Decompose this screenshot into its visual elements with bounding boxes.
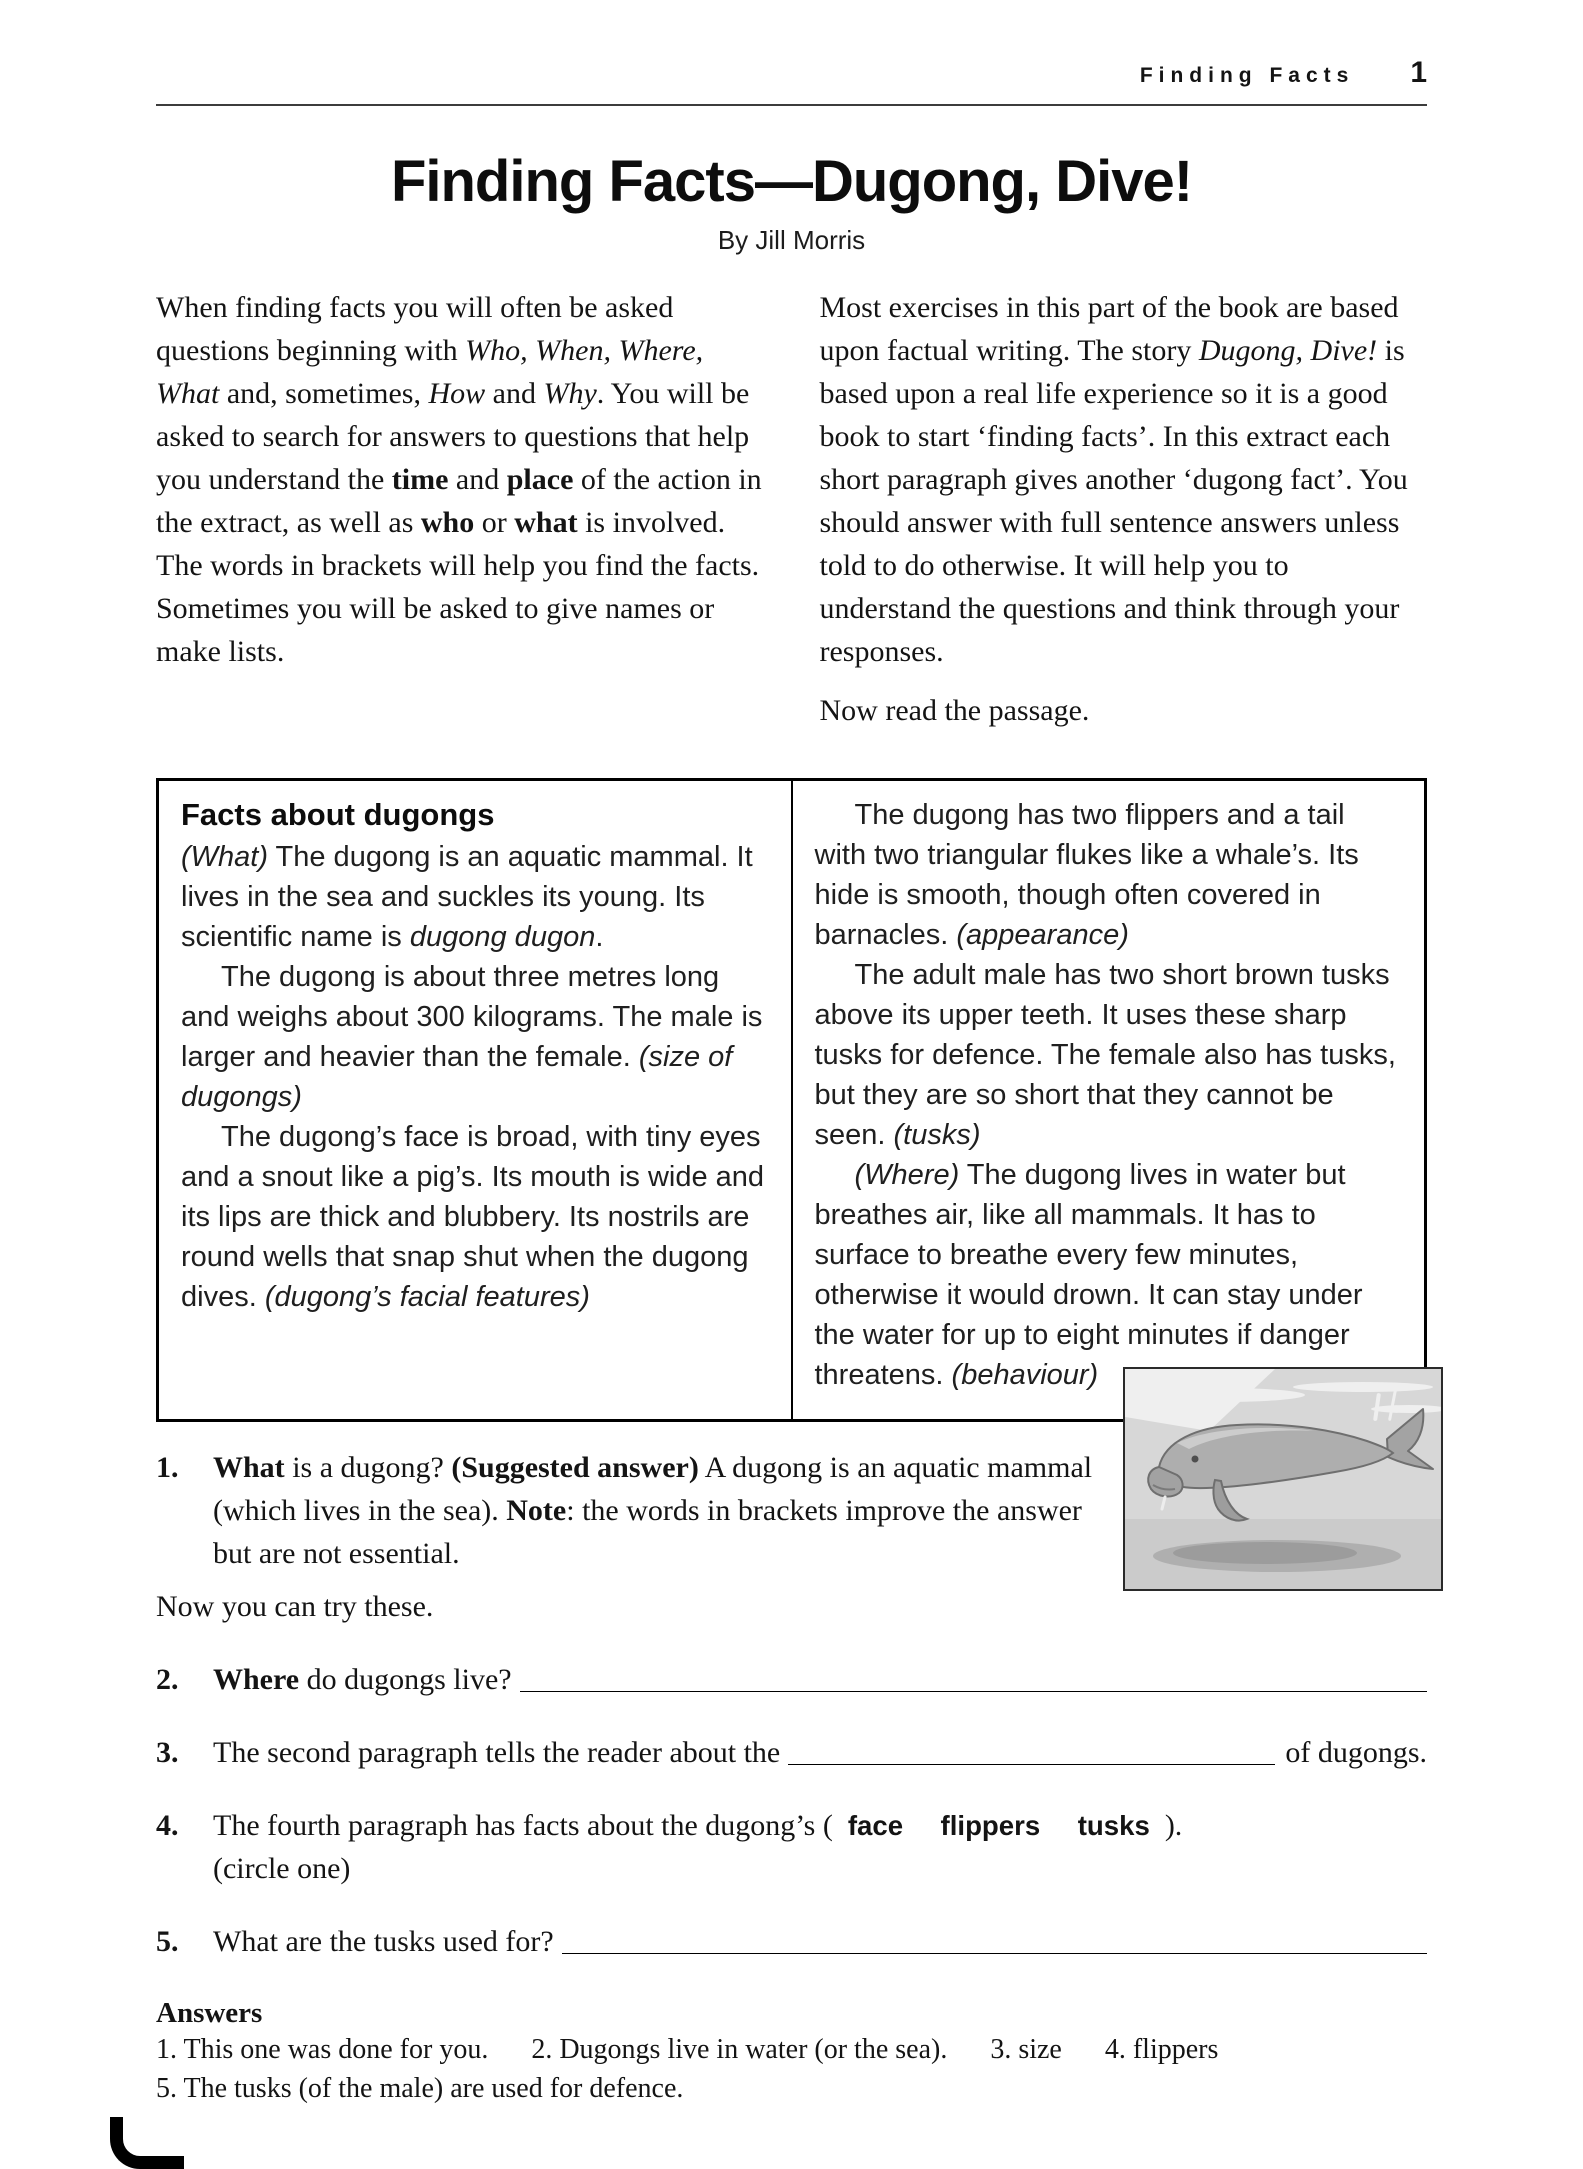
- answer-item: 5. The tusks (of the male) are used for defence.: [156, 2073, 684, 2104]
- page-corner-mark: [110, 2117, 184, 2169]
- page-header: [156, 56, 1427, 106]
- question-3-text-before: The second paragraph tells the reader about the: [213, 1736, 781, 1769]
- passage-box: [156, 778, 1427, 1422]
- question-1-number: 1.: [156, 1451, 179, 1484]
- read-passage-line: Now read the passage.: [819, 694, 1090, 727]
- question-2: [156, 1658, 1427, 1701]
- question-5-number: 5.: [156, 1925, 179, 1958]
- circle-one-note: (circle one): [213, 1852, 351, 1885]
- answers-line-1: [156, 2030, 1427, 2069]
- question-1-text: What is a dugong? (Suggested answer) A dugong is an aquatic mammal (which lives in the sea). Note: the words in brackets improve the answer but are not essential.: [213, 1451, 1093, 1570]
- intro-section: [156, 286, 1427, 732]
- passage-paragraph-what: (What) The dugong is an aquatic mammal. It lives in the sea and suckles its young. Its scientific name is dugong dugon.: [181, 841, 753, 953]
- answer-item: 2. Dugongs live in water (or the sea).: [531, 2034, 948, 2065]
- question-3-answer-blank[interactable]: [788, 1764, 1275, 1765]
- answers-section: [156, 1997, 1427, 2108]
- question-2-answer-blank[interactable]: [520, 1691, 1427, 1692]
- answer-item: 4. flippers: [1104, 2034, 1219, 2065]
- page-title: Finding Facts—Dugong, Dive!: [390, 149, 1193, 214]
- answers-heading: Answers: [156, 1997, 263, 2029]
- question-5-answer-blank[interactable]: [562, 1953, 1427, 1954]
- dugong-drawing: [1125, 1369, 1443, 1591]
- try-these-line: Now you can try these.: [156, 1590, 434, 1623]
- page-number: 1: [1410, 56, 1427, 89]
- question-2-number: 2.: [156, 1663, 179, 1696]
- intro-right-column: [820, 286, 1428, 732]
- answer-item: 1. This one was done for you.: [156, 2034, 489, 2065]
- question-3-number: 3.: [156, 1736, 179, 1769]
- running-title: Finding Facts: [1139, 64, 1355, 87]
- passage-heading: Facts about dugongs: [181, 797, 495, 832]
- question-5-text: What are the tusks used for?: [213, 1925, 554, 1958]
- question-3: [156, 1731, 1427, 1774]
- passage-right-column: [793, 781, 1425, 1419]
- passage-paragraph-size: The dugong is about three metres long and weighs about 300 kilograms. The male is larger and heavier than the female. (size of dugongs): [181, 961, 763, 1113]
- question-4: [156, 1804, 1427, 1890]
- question-2-text: Where do dugongs live?: [213, 1663, 512, 1696]
- passage-paragraph-face: The dugong’s face is broad, with tiny eyes and a snout like a pig’s. Its mouth is wide and its lips are thick and blubbery. Its nostrils are round wells that snap shut when the dugong dives. (dugong’s facial features): [181, 1121, 765, 1313]
- question-4-number: 4.: [156, 1809, 179, 1842]
- intro-left-paragraph: When finding facts you will often be asked questions beginning with Who, When, Where, What and, sometimes, How and Why. You will be asked to search for answers to questions that help you understand the time and place of the action in the extract, as well as who or what is involved. The words in brackets will help you find the facts. Sometimes you will be asked to give names or make lists.: [156, 291, 762, 668]
- question-4-body: [213, 1804, 1427, 1890]
- answers-line-2: [156, 2069, 1427, 2108]
- passage-paragraph-behaviour: (Where) The dugong lives in water but breathes air, like all mammals. It has to surface to breathe every few minutes, otherwise it would drown. It can stay under the water for up to eight minutes if danger threatens. (behaviour): [814, 1159, 1363, 1391]
- answer-item: 3. size: [990, 2034, 1062, 2065]
- question-5: [156, 1920, 1427, 1963]
- dugong-illustration: [1123, 1367, 1443, 1591]
- passage-paragraph-tusks: The adult male has two short brown tusks above its upper teeth. It uses these sharp tusks for defence. The female also has tusks, but they are so short that they cannot be seen. (tusks): [814, 959, 1396, 1151]
- question-3-text-after: of dugongs.: [1285, 1736, 1427, 1769]
- passage-left-column: [159, 781, 793, 1419]
- intro-right-paragraph: Most exercises in this part of the book are based upon factual writing. The story Dugong, Dive! is based upon a real life experience so it is a good book to start ‘finding facts’. In this extract each short paragraph gives another ‘dugong fact’. You should answer with full sentence answers unless told to do otherwise. It will help you to understand the questions and think through your responses.: [819, 291, 1408, 668]
- passage-paragraph-appearance: The dugong has two flippers and a tail with two triangular flukes like a whale’s. Its hide is smooth, though often covered in barnacles. (appearance): [814, 799, 1359, 951]
- question-4-text: The fourth paragraph has facts about the dugong’s ( face flippers tusks ).: [213, 1809, 1183, 1842]
- byline: By Jill Morris: [717, 225, 866, 255]
